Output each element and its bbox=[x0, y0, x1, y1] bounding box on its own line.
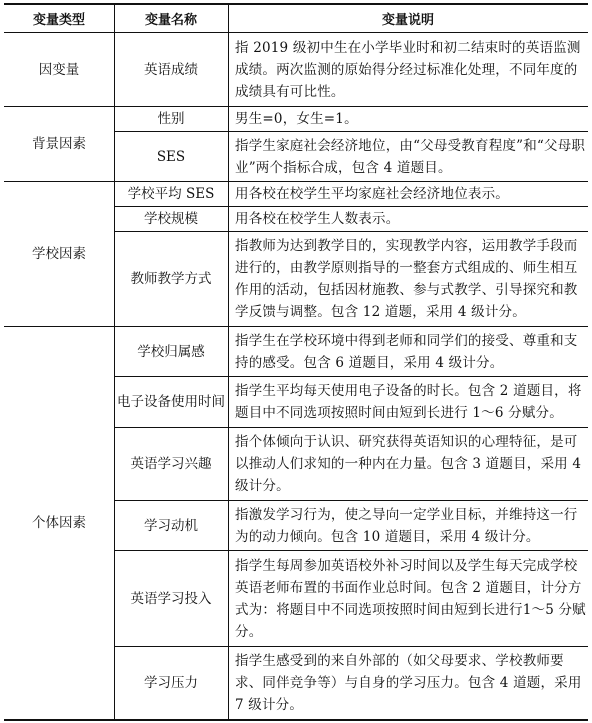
variable-description bbox=[235, 33, 586, 106]
variable-name: 学校规模 bbox=[144, 211, 198, 227]
variable-table bbox=[4, 0, 588, 723]
variable-description bbox=[235, 107, 586, 131]
description-text: 指学生感受到的来自外部的（如父母要求、学校教师要求、同伴竞争等）与自身的学习压力。包含 4 道题，采用 7 级计分。 bbox=[235, 653, 582, 713]
header-variable-name: 变量名称 bbox=[144, 12, 197, 28]
variable-description bbox=[235, 182, 586, 206]
header-variable-description: 变量说明 bbox=[381, 12, 434, 28]
column-divider bbox=[114, 4, 115, 719]
description-text: 指激发学习行为，使之导向一定学业目标，并维持这一行为的动力倾向。包含 10 道题目，采用 4 级计分。 bbox=[235, 506, 578, 545]
variable-name: 英语学习兴趣 bbox=[130, 456, 212, 472]
description-text: 用各校在校学生人数表示。 bbox=[235, 211, 400, 227]
variable-description bbox=[235, 377, 586, 427]
variable-name: 教师教学方式 bbox=[130, 271, 212, 287]
variable-name: SES bbox=[156, 148, 186, 165]
table-bottom-rule bbox=[4, 719, 588, 721]
variable-name: 电子设备使用时间 bbox=[117, 394, 225, 410]
description-text: 指学生在学校环境中得到老师和同学们的接受、尊重和支持的感受。包含 6 道题目，采用 4 级计分。 bbox=[235, 332, 578, 371]
variable-description bbox=[235, 232, 586, 326]
description-text: 指 2019 级初中生在小学毕业时和初二结束时的英语监测成绩。两次监测的原始得分经过标准化处理，不同年度的成绩具有可比性。 bbox=[235, 39, 581, 100]
variable-description bbox=[235, 551, 586, 646]
description-text: 用各校在校学生平均家庭社会经济地位表示。 bbox=[235, 186, 509, 202]
variable-description bbox=[235, 647, 586, 719]
variable-description bbox=[235, 428, 586, 500]
description-text: 指学生家庭社会经济地位，由“父母受教育程度”和“父母职业”两个指标合成，包含 4 道题目。 bbox=[235, 137, 586, 176]
variable-description bbox=[235, 327, 586, 376]
description-text: 指学生每周参加英语校外补习时间以及学生每天完成学校英语老师布置的书面作业总时间。包含 2 道题目，计分方式为：将题目中不同选项按照时间由短到长进行1～5 分赋分。 bbox=[235, 557, 586, 640]
group-school: 学校因素 bbox=[32, 246, 86, 262]
variable-description bbox=[235, 207, 586, 231]
group-individual: 个体因素 bbox=[32, 515, 86, 531]
variable-name: 学校平均 SES bbox=[127, 186, 215, 202]
group-background: 背景因素 bbox=[32, 136, 86, 152]
variable-description bbox=[235, 132, 586, 181]
description-text: 指教师为达到教学目的，实现教学内容，运用教学手段而进行的，由教学原则指导的一整套方式组成的、师生相互作用的活动，包括因材施教、参与式教学、引导探究和教学反馈与调整。包含 12 道题，采用 4 级计分。 bbox=[235, 238, 578, 320]
variable-description bbox=[235, 501, 586, 550]
variable-name: 英语学习投入 bbox=[130, 590, 212, 607]
variable-name: 学习动机 bbox=[144, 517, 198, 534]
variable-name: 学校归属感 bbox=[137, 343, 205, 360]
description-text: 男生=0，女生=1。 bbox=[235, 111, 358, 127]
variable-name: 英语成绩 bbox=[144, 61, 198, 78]
description-text: 指学生平均每天使用电子设备的时长。包含 2 道题目，将题目中不同选项按照时间由短到长进行 1～6 分赋分。 bbox=[235, 383, 582, 421]
group-dependent: 因变量 bbox=[38, 61, 80, 78]
header-variable-type: 变量类型 bbox=[32, 12, 85, 28]
description-text: 指个体倾向于认识、研究获得英语知识的心理特征，是可以推动人们求知的一种内在力量。包含 3 道题目，采用 4 级计分。 bbox=[235, 434, 582, 494]
column-divider bbox=[228, 4, 229, 719]
variable-name: 性别 bbox=[157, 111, 185, 127]
variable-name: 学习压力 bbox=[144, 675, 198, 691]
